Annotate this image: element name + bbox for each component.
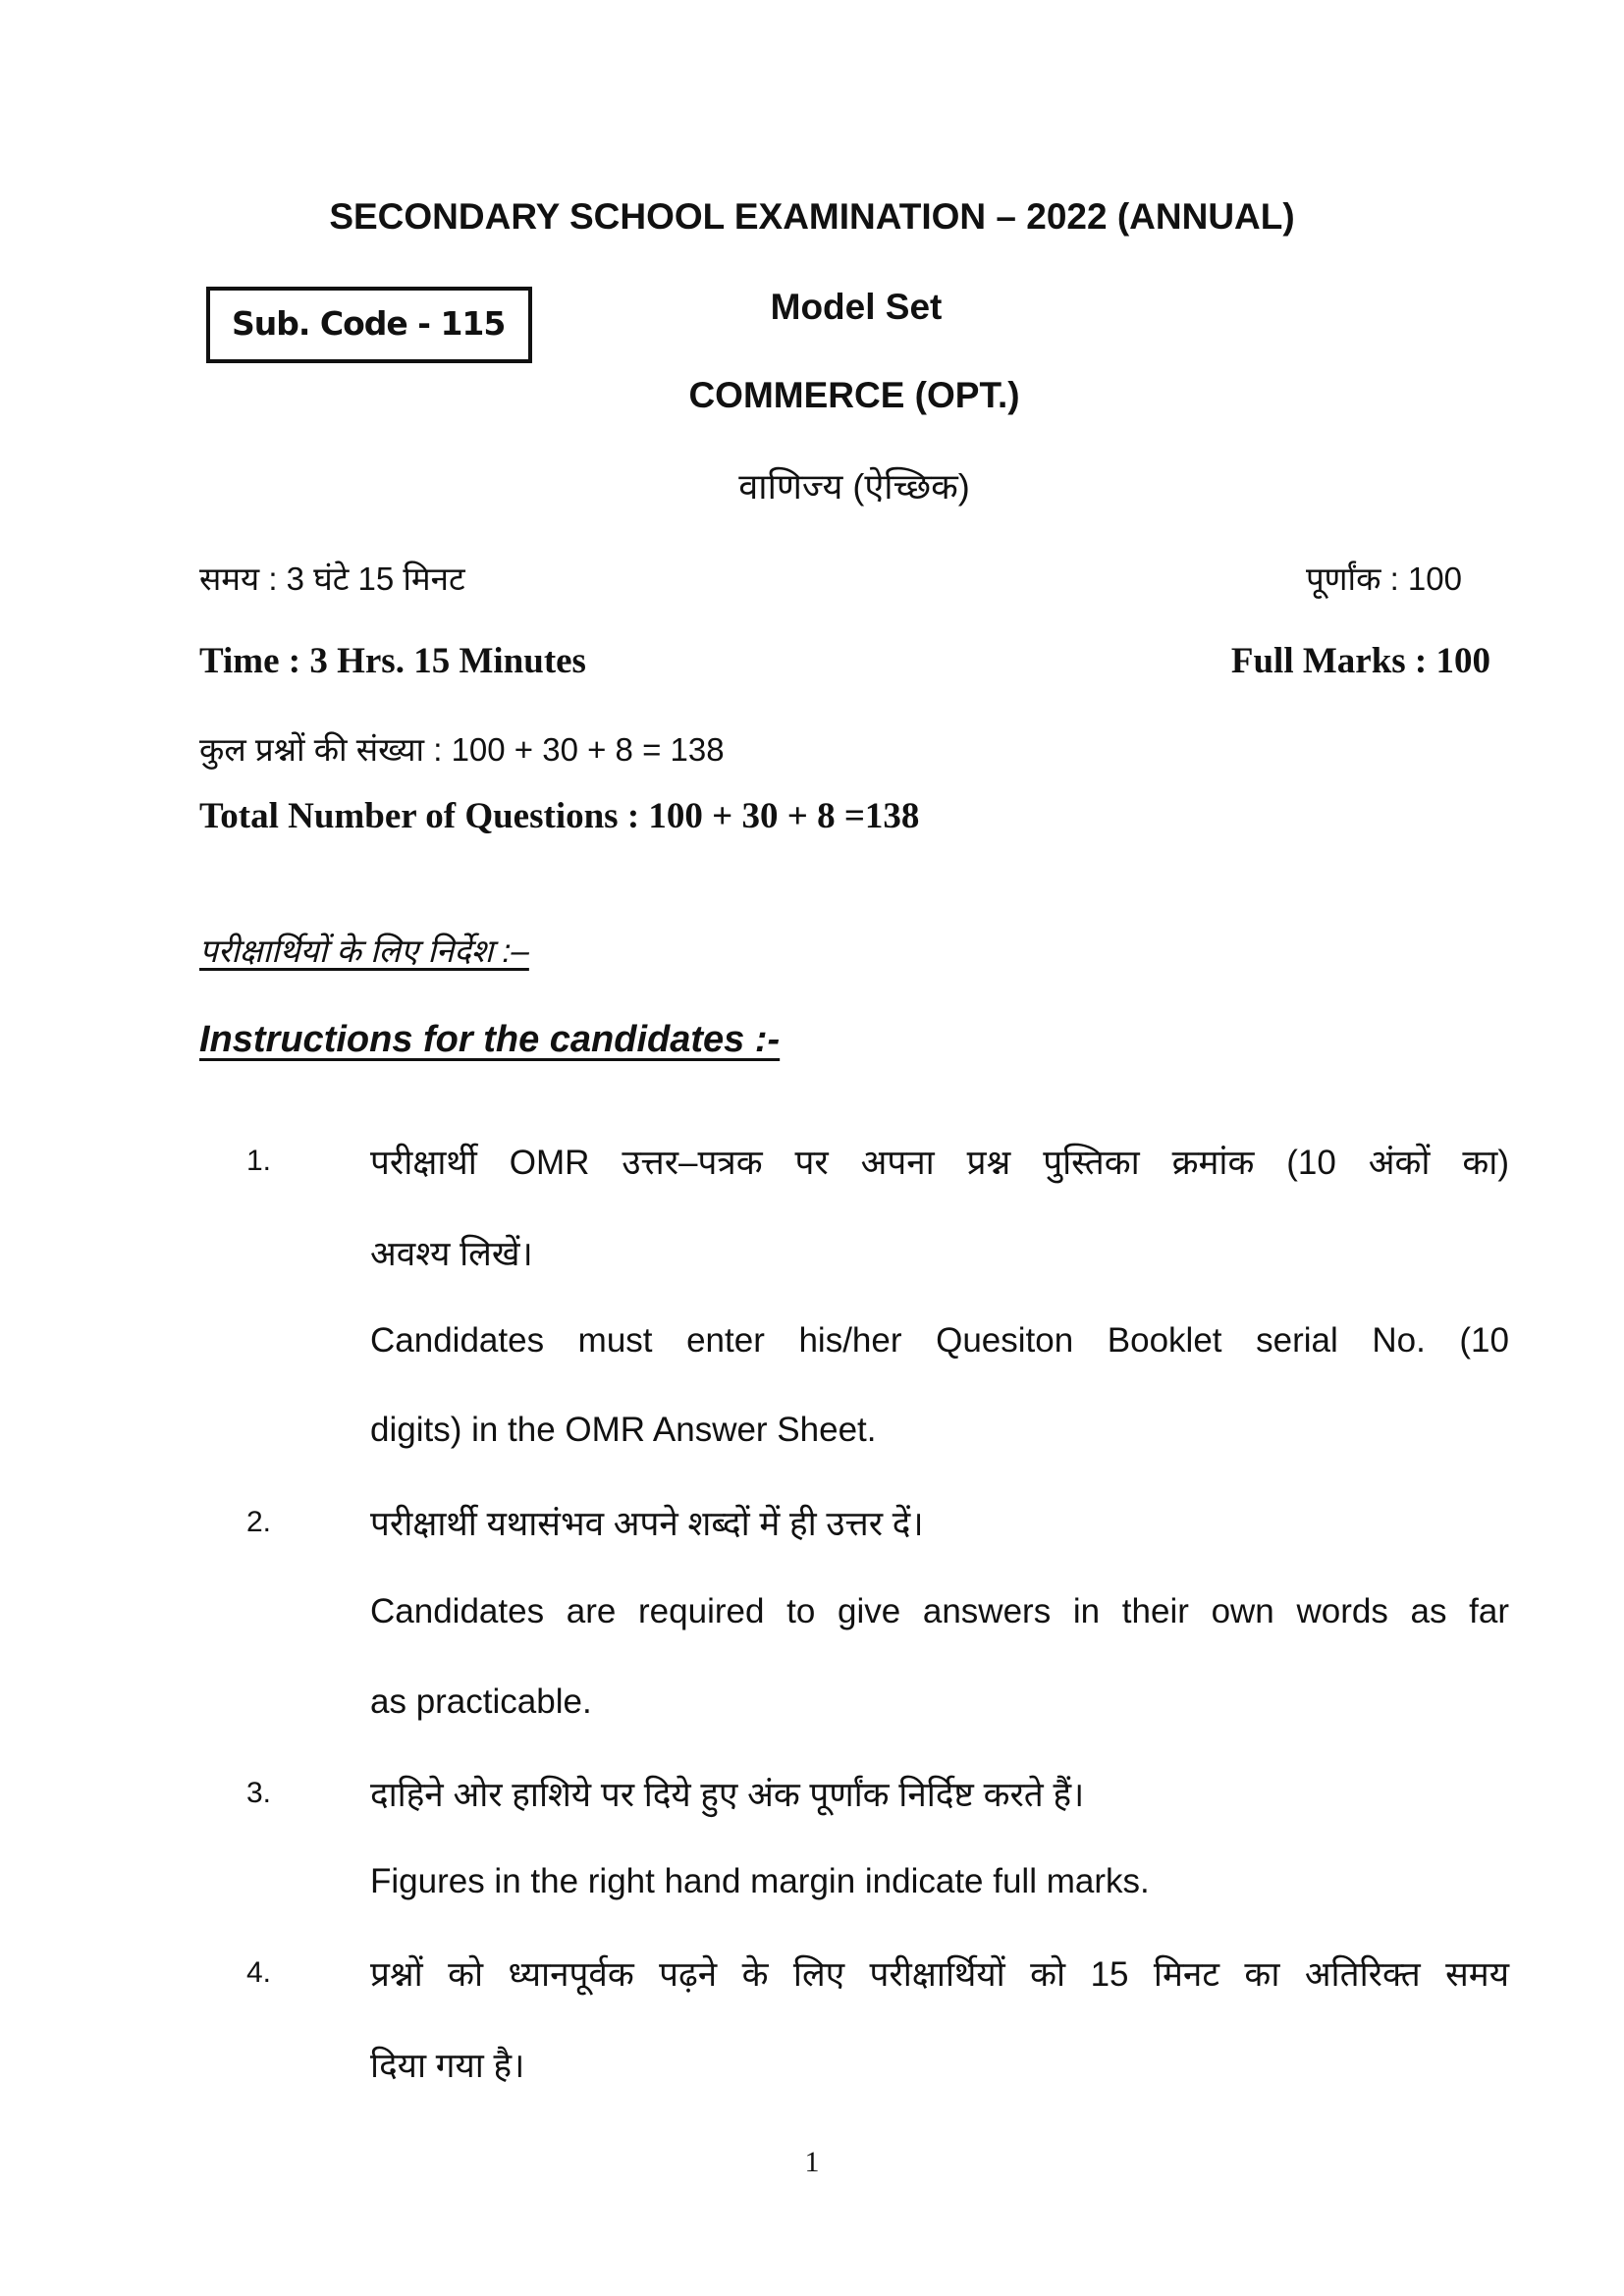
- instructions-heading-english: Instructions for the candidates :-: [199, 1019, 781, 1060]
- instruction-number: 4.: [246, 1956, 272, 1989]
- time-english: Time : 3 Hrs. 15 Minutes: [199, 641, 586, 681]
- instruction-line: digits) in the OMR Answer Sheet.: [370, 1411, 877, 1449]
- questions-hindi: कुल प्रश्नों की संख्या : 100 + 30 + 8 = 138: [199, 731, 725, 768]
- questions-english: Total Number of Questions : 100 + 30 + 8 =138: [199, 796, 920, 836]
- exam-title: SECONDARY SCHOOL EXAMINATION – 2022 (ANNUAL): [329, 196, 1295, 237]
- instructions-heading-hindi: परीक्षार्थियों के लिए निर्देश :–: [199, 933, 529, 969]
- instruction-line: दिया गया है।: [370, 2047, 525, 2085]
- instruction-line: अवश्य लिखें।: [370, 1235, 533, 1273]
- subject-title-hindi: वाणिज्य (ऐच्छिक): [738, 466, 970, 507]
- instruction-line: Figures in the right hand margin indicate full marks.: [370, 1862, 1150, 1900]
- subject-title: COMMERCE (OPT.): [688, 375, 1020, 415]
- instruction-line: Candidates must enter his/her Quesiton Booklet serial No. (10: [370, 1321, 1509, 1360]
- instruction-line: परीक्षार्थी यथासंभव अपने शब्दों में ही उत्तर दें।: [370, 1505, 924, 1543]
- instruction-line: प्रश्नों को ध्यानपूर्वक पढ़ने के लिए परीक्षार्थियों को 15 मिनट का अतिरिक्त समय: [370, 1955, 1509, 1994]
- page-number: 1: [804, 2146, 820, 2178]
- model-set-label: Model Set: [770, 287, 943, 327]
- instruction-number: 1.: [246, 1145, 272, 1177]
- instruction-line: परीक्षार्थी OMR उत्तर–पत्रक पर अपना प्रश्न पुस्तिका क्रमांक (10 अंकों का): [370, 1144, 1509, 1182]
- time-hindi: समय : 3 घंटे 15 मिनट: [199, 561, 465, 597]
- instruction-line: Candidates are required to give answers in their own words as far: [370, 1592, 1509, 1630]
- marks-english: Full Marks : 100: [1230, 641, 1490, 681]
- instruction-line: as practicable.: [370, 1682, 592, 1721]
- subject-code: Sub. Code - 115: [232, 304, 506, 343]
- subject-code-box: [206, 287, 532, 363]
- instruction-number: 2.: [246, 1506, 272, 1538]
- marks-hindi: पूर्णांक : 100: [1305, 561, 1462, 597]
- instruction-line: दाहिने ओर हाशिये पर दिये हुए अंक पूर्णांक निर्दिष्ट करते हैं।: [370, 1776, 1085, 1814]
- instruction-number: 3.: [246, 1777, 272, 1809]
